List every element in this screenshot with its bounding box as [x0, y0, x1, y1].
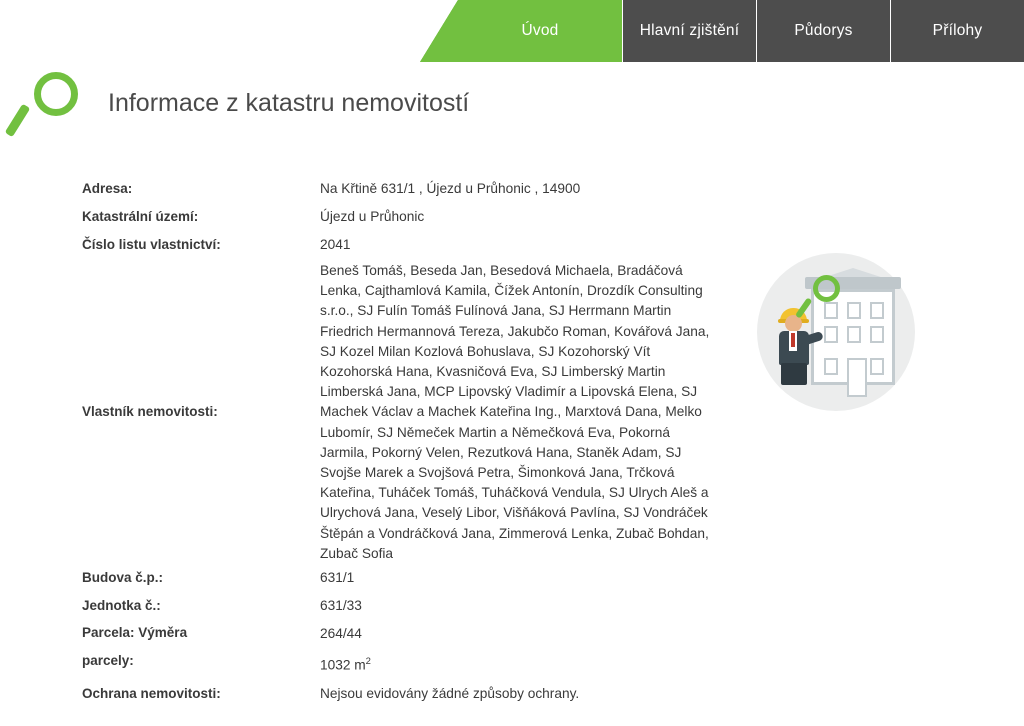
house-window: [824, 358, 838, 375]
info-row-jednotka: [82, 592, 722, 620]
info-row-budova: [82, 564, 722, 592]
label-cislo-listu: Číslo listu vlastnictví:: [82, 237, 221, 252]
house-window: [847, 302, 861, 319]
magnifier-ring: [34, 72, 78, 116]
info-row-vlastnik: [82, 259, 722, 564]
house-inspection-illustration: [757, 253, 915, 411]
house-window: [870, 302, 884, 319]
tab-pudorys[interactable]: [756, 0, 890, 62]
house-window: [847, 326, 861, 343]
label-katastralni-uzemi: Katastrální území:: [82, 209, 199, 224]
value-budova: 631/1: [320, 570, 355, 586]
tab-uvod[interactable]: [458, 0, 622, 62]
magnifier-ring: [813, 275, 840, 302]
value-jednotka: 631/33: [320, 598, 362, 614]
label-budova: Budova č.p.:: [82, 570, 164, 586]
info-row-vymera: [82, 648, 722, 680]
worker-legs: [781, 363, 807, 385]
house-window: [824, 326, 838, 343]
page-title: Informace z katastru nemovitostí: [108, 88, 470, 117]
label-parcela-line2: parcely:: [82, 653, 134, 669]
info-row-katastralni-uzemi: [82, 203, 722, 231]
house-window: [870, 326, 884, 343]
value-katastralni-uzemi: Újezd u Průhonic: [320, 209, 425, 224]
magnifier-icon: [18, 68, 84, 138]
value-cislo-listu: 2041: [320, 237, 351, 252]
label-vlastnik: Vlastník nemovitosti:: [82, 403, 218, 419]
value-vlastnik: Beneš Tomáš, Beseda Jan, Besedová Michaela, Bradáčová Lenka, Cajthamlová Kamila, Čížek Antonín, Drozdík Consulting s.r.o., SJ Fulín Tomáš Fulínová Jana, SJ Herrmann Martin Friedrich Hermannová Tereza, Jakubčo Roman, Kovářová Jana, SJ Kozel Milan Kozlová Bohuslava, SJ Kozohorský Vít Kozohorská Hana, Kvasničová Eva, SJ Limberský Martin Limberská Jana, MCP Lipovský Vladimír a Lipovská Elena, SJ Machek Václav a Machek Kateřina Ing., Marxtová Dana, Melko Lubomír, SJ Němeček Martin a Němečková Eva, Pokorná Jarmila, Pokorný Velen, Rezutková Hana, Staněk Adam, SJ Svojše Marek a Svojšová Petra, Šimonková Jana, Trčková Kateřina, Tuháček Tomáš, Tuháčková Vendula, SJ Ulrych Aleš a Ulrychová Jana, Veselý Libor, Višňáková Pavlína, SJ Vondráček Štěpán a Vondráčková Jana, Zimmerová Lenka, Zubač Bohdan, Zubač Sofia: [320, 263, 710, 561]
info-row-cislo-listu: [82, 231, 722, 259]
tab-prilohy[interactable]: [890, 0, 1024, 62]
magnifier-icon: [803, 275, 847, 323]
value-vymera: [320, 648, 371, 680]
tab-hlavni-zjisteni[interactable]: [622, 0, 756, 62]
magnifier-handle: [5, 104, 31, 138]
tab-hlavni-zjisteni-label: Hlavní zjištění: [639, 22, 740, 39]
property-info-table: [82, 175, 722, 708]
top-tab-bar: [0, 0, 1024, 62]
info-row-adresa: [82, 175, 722, 203]
label-parcela-line1: Parcela: Výměra: [82, 625, 188, 641]
page-header: [0, 64, 1024, 142]
tab-uvod-wrapper: [420, 0, 622, 62]
tab-prilohy-label: Přílohy: [932, 22, 983, 39]
value-vymera-unit: 2: [365, 656, 371, 668]
value-vymera-number: 1032 m: [320, 657, 366, 673]
tab-active-angled-edge: [420, 0, 458, 62]
value-adresa: Na Křtině 631/1 , Újezd u Průhonic , 14900: [320, 181, 581, 196]
house-door: [847, 358, 867, 397]
tab-uvod-label: Úvod: [521, 22, 559, 39]
label-adresa: Adresa:: [82, 181, 133, 196]
label-ochrana: Ochrana nemovitosti:: [82, 685, 221, 701]
value-ochrana: Nejsou evidovány žádné způsoby ochrany.: [320, 685, 580, 701]
info-row-ochrana: [82, 680, 722, 708]
tab-pudorys-label: Půdorys: [794, 22, 853, 39]
house-window: [870, 358, 884, 375]
info-row-parcela: [82, 620, 722, 648]
worker-tie: [791, 333, 795, 347]
value-parcela: 264/44: [320, 626, 362, 642]
label-jednotka: Jednotka č.:: [82, 598, 161, 614]
